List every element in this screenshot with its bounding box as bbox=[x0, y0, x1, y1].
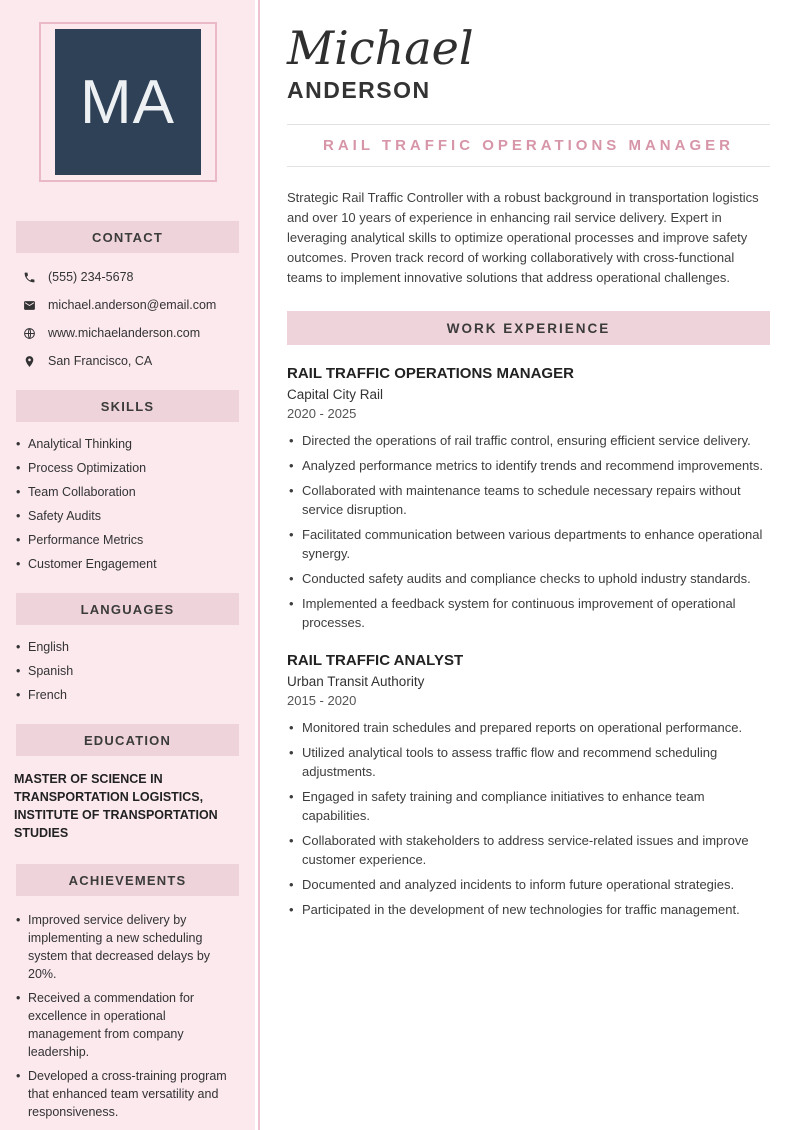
contact-section-heading bbox=[16, 221, 239, 253]
skills-section-heading bbox=[16, 390, 239, 422]
education-heading-label: EDUCATION bbox=[83, 732, 172, 748]
first-name: Michael bbox=[287, 21, 474, 75]
job-bullet: • Conducted safety audits and compliance checks to uphold industry standards. bbox=[287, 569, 770, 588]
globe-icon bbox=[22, 326, 36, 340]
skill-item: • Customer Engagement bbox=[16, 557, 241, 571]
achievement-item: • Developed a cross-training program that enhanced team versatility and responsiveness. bbox=[16, 1067, 241, 1121]
job-entry bbox=[287, 652, 770, 919]
job-bullet: • Collaborated with stakeholders to address service-related issues and improve customer experience. bbox=[287, 831, 770, 869]
email-icon bbox=[22, 298, 36, 312]
language-item: • English bbox=[16, 640, 241, 654]
work-experience-heading: WORK EXPERIENCE bbox=[287, 311, 770, 345]
job-bullet: • Collaborated with maintenance teams to schedule necessary repairs without service disruption. bbox=[287, 481, 770, 519]
contact-item-location bbox=[22, 354, 255, 368]
job-dates: 2015 - 2020 bbox=[287, 693, 357, 709]
skill-item: • Safety Audits bbox=[16, 509, 241, 523]
job-company: Capital City Rail bbox=[287, 387, 384, 403]
contact-phone-text: (555) 234-5678 bbox=[48, 270, 134, 284]
language-item: • Spanish bbox=[16, 664, 241, 678]
job-company: Urban Transit Authority bbox=[287, 674, 425, 690]
contact-item-email bbox=[22, 298, 255, 312]
job-bullet: • Facilitated communication between various departments to enhance operational synergy. bbox=[287, 525, 770, 563]
achievement-item: • Improved service delivery by implementing a new scheduling system that decreased delays by 20%. bbox=[16, 911, 241, 983]
job-dates: 2020 - 2025 bbox=[287, 406, 357, 422]
skills-heading-label: SKILLS bbox=[100, 398, 155, 414]
skill-item: • Performance Metrics bbox=[16, 533, 241, 547]
job-bullet: • Utilized analytical tools to assess traffic flow and recommend scheduling adjustments. bbox=[287, 743, 770, 781]
job-title-banner: RAIL TRAFFIC OPERATIONS MANAGER bbox=[287, 124, 770, 167]
education-section-heading bbox=[16, 724, 239, 756]
skill-item: • Team Collaboration bbox=[16, 485, 241, 499]
achievements-heading-label: ACHIEVEMENTS bbox=[68, 872, 187, 888]
skill-item: • Analytical Thinking bbox=[16, 437, 241, 451]
job-entry bbox=[287, 365, 770, 632]
skill-item: • Process Optimization bbox=[16, 461, 241, 475]
job-bullet-list bbox=[287, 718, 770, 919]
achievements-section-heading bbox=[16, 864, 239, 896]
avatar-square bbox=[55, 29, 201, 175]
contact-website-text: www.michaelanderson.com bbox=[48, 326, 201, 340]
contact-location-text: San Francisco, CA bbox=[48, 354, 153, 368]
contact-item-phone bbox=[22, 270, 255, 284]
contact-email-text: michael.anderson@email.com bbox=[48, 298, 217, 312]
job-bullet: • Monitored train schedules and prepared reports on operational performance. bbox=[287, 718, 770, 737]
avatar-initials: MA bbox=[80, 67, 175, 137]
contact-item-website bbox=[22, 326, 255, 340]
education-text: MASTER OF SCIENCE IN TRANSPORTATION LOGISTICS, INSTITUTE OF TRANSPORTATION STUDIES bbox=[14, 772, 218, 840]
job-title: RAIL TRAFFIC OPERATIONS MANAGER bbox=[287, 365, 574, 383]
job-bullet: • Directed the operations of rail traffic control, ensuring efficient service delivery. bbox=[287, 431, 770, 450]
job-bullet: • Analyzed performance metrics to identify trends and recommend improvements. bbox=[287, 456, 770, 475]
languages-heading-label: LANGUAGES bbox=[80, 601, 175, 617]
languages-section-heading bbox=[16, 593, 239, 625]
achievement-item: • Received a commendation for excellence in operational management from company leadership. bbox=[16, 989, 241, 1061]
job-title: RAIL TRAFFIC ANALYST bbox=[287, 652, 464, 670]
skills-list bbox=[16, 437, 241, 571]
job-bullet: • Engaged in safety training and compliance initiatives to enhance team capabilities. bbox=[287, 787, 770, 825]
job-bullet: • Documented and analyzed incidents to inform future operational strategies. bbox=[287, 875, 770, 894]
summary-paragraph: Strategic Rail Traffic Controller with a robust background in transportation logistics and over 10 years of experience in enhancing rail service delivery. Expert in leveraging analytical skills to optimize operational processes and improve safety outcomes. Proven track record of working collaboratively with cross-functional teams to implement innovative solutions that address operational challenges. bbox=[287, 190, 759, 286]
avatar bbox=[39, 22, 217, 182]
last-name: ANDERSON bbox=[287, 77, 431, 104]
job-bullet-list bbox=[287, 431, 770, 632]
achievements-list bbox=[16, 911, 241, 1121]
contact-heading-label: CONTACT bbox=[92, 229, 163, 245]
location-icon bbox=[22, 354, 36, 368]
sidebar bbox=[0, 0, 255, 1130]
languages-list bbox=[16, 640, 241, 702]
job-bullet: • Implemented a feedback system for continuous improvement of operational processes. bbox=[287, 594, 770, 632]
job-bullet: • Participated in the development of new technologies for traffic management. bbox=[287, 900, 770, 919]
contact-list bbox=[22, 270, 255, 368]
language-item: • French bbox=[16, 688, 241, 702]
phone-icon bbox=[22, 270, 36, 284]
main-content bbox=[260, 0, 800, 1130]
